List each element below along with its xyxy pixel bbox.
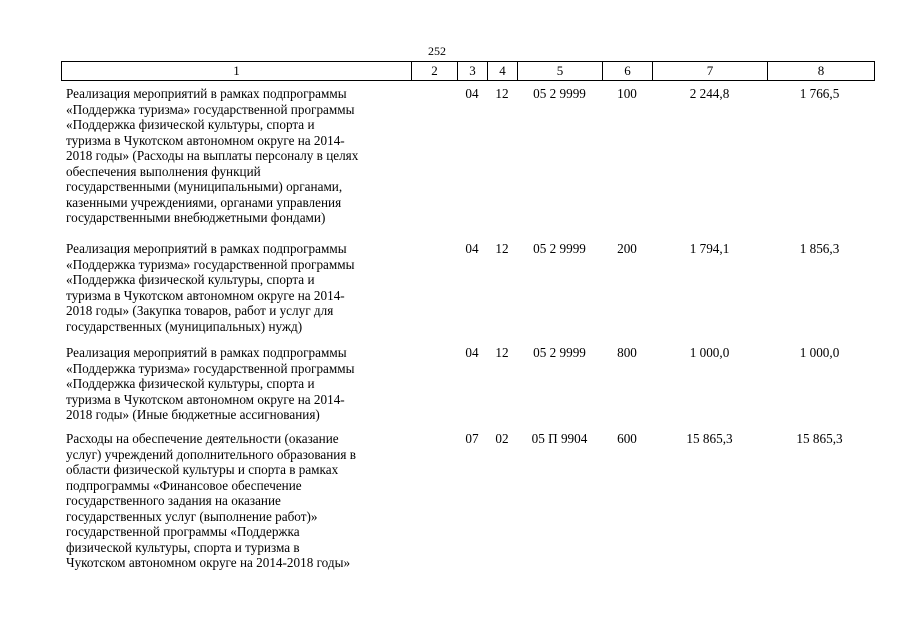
row-target-article: 05 2 9999 (533, 86, 586, 101)
row-section: 04 (465, 345, 479, 360)
header-col-4: 4 (488, 62, 518, 81)
header-col-6: 6 (603, 62, 653, 81)
table-row (0, 241, 905, 345)
column-number-header (61, 61, 875, 81)
row-description: Реализация мероприятий в рамках подпрограммы «Поддержка туризма» государственной программы «Поддержка физической культуры, спорта и туризма в Чукотском автономном округе на 2014- 2018 годы» (Расходы на выплаты персоналу в целях обеспечения выполнения функций государственными (муниципальными) органами, казенными учреждениями, органами управления государственными внебюджетными фондами) (66, 86, 359, 225)
row-amount-1: 1 000,0 (689, 345, 730, 360)
header-col-8: 8 (768, 62, 875, 81)
row-section: 04 (465, 86, 479, 101)
row-description: Расходы на обеспечение деятельности (оказание услуг) учреждений дополнительного образования в области физической культуры и спорта в рамках подпрограммы «Финансовое обеспечение государственного задания на оказание государственных услуг (выполнение работ)» государственной программы «Поддержка физической культуры, спорта и туризма в Чукотском автономном округе на 2014-2018 годы» (66, 431, 356, 570)
row-expense-type: 800 (617, 345, 637, 360)
page-number: 252 (428, 44, 446, 58)
row-amount-1: 2 244,8 (689, 86, 730, 101)
header-col-5: 5 (518, 62, 603, 81)
row-description: Реализация мероприятий в рамках подпрограммы «Поддержка туризма» государственной программы «Поддержка физической культуры, спорта и туризма в Чукотском автономном округе на 2014- 2018 годы» (Иные бюджетные ассигнования) (66, 345, 355, 422)
row-subsection: 02 (495, 431, 509, 446)
row-expense-type: 600 (617, 431, 637, 446)
row-subsection: 12 (495, 345, 509, 360)
row-description: Реализация мероприятий в рамках подпрограммы «Поддержка туризма» государственной программы «Поддержка физической культуры, спорта и туризма в Чукотском автономном округе на 2014- 2018 годы» (Закупка товаров, работ и услуг для государственных (муниципальных) нужд) (66, 241, 355, 334)
header-col-7: 7 (653, 62, 768, 81)
budget-rows (0, 86, 905, 586)
row-amount-2: 15 865,3 (796, 431, 843, 446)
row-target-article: 05 2 9999 (533, 241, 586, 256)
row-target-article: 05 2 9999 (533, 345, 586, 360)
row-amount-1: 1 794,1 (689, 241, 730, 256)
header-col-3: 3 (458, 62, 488, 81)
table-row (0, 431, 905, 586)
row-amount-2: 1 766,5 (799, 86, 840, 101)
row-expense-type: 200 (617, 241, 637, 256)
row-section: 07 (465, 431, 479, 446)
row-section: 04 (465, 241, 479, 256)
header-col-1: 1 (62, 62, 412, 81)
table-row (0, 86, 905, 241)
row-amount-2: 1 856,3 (799, 241, 840, 256)
table-row (0, 345, 905, 431)
row-subsection: 12 (495, 86, 509, 101)
row-amount-2: 1 000,0 (799, 345, 840, 360)
row-subsection: 12 (495, 241, 509, 256)
row-amount-1: 15 865,3 (686, 431, 733, 446)
row-target-article: 05 П 9904 (531, 431, 588, 446)
header-col-2: 2 (412, 62, 458, 81)
row-expense-type: 100 (617, 86, 637, 101)
